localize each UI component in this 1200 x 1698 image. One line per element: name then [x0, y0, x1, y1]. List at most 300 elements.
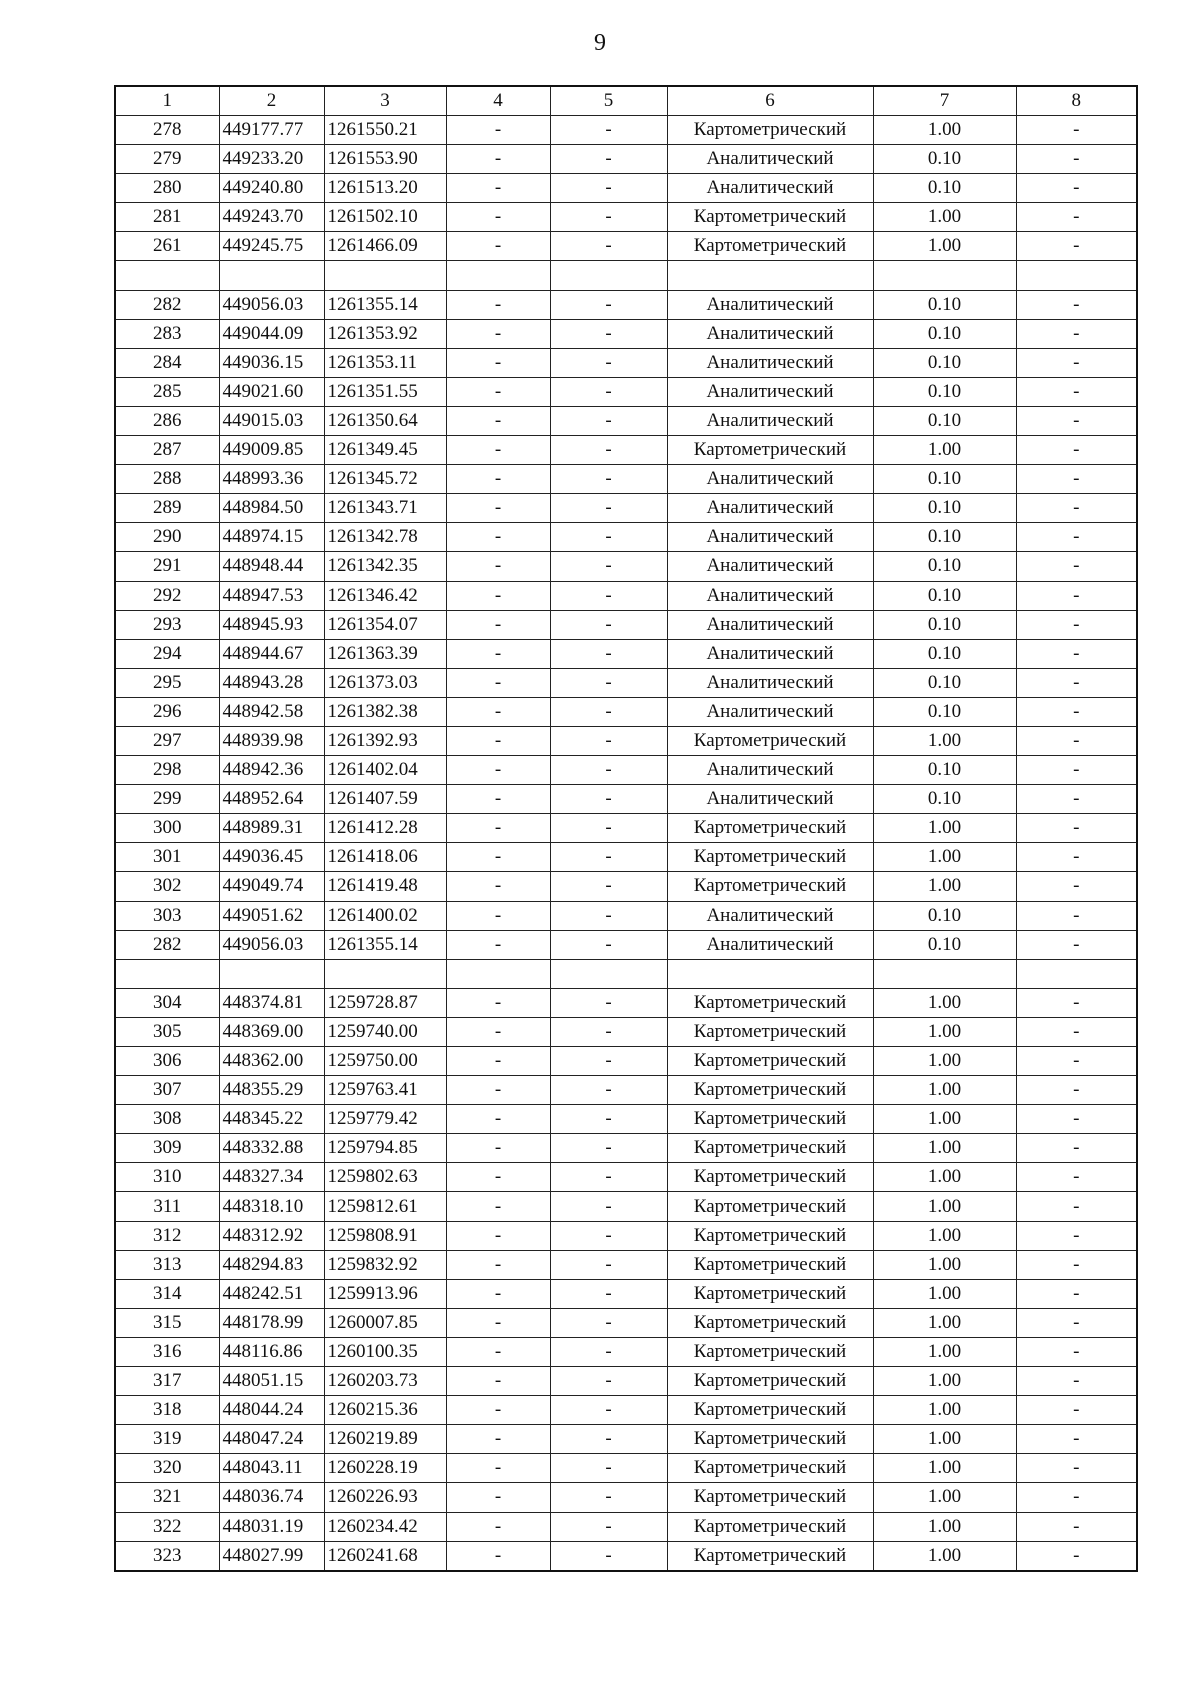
- table-row: [115, 785, 1137, 814]
- col4-cell: -: [446, 668, 550, 697]
- col4-cell: -: [446, 1454, 550, 1483]
- accuracy-cell: 0.10: [873, 377, 1016, 406]
- table-body: [115, 116, 1137, 1571]
- col5-cell: -: [550, 756, 667, 785]
- y-coordinate-cell: 1259913.96: [324, 1279, 446, 1308]
- col4-cell: -: [446, 1076, 550, 1105]
- table-row: [115, 756, 1137, 785]
- col5-cell: [550, 959, 667, 988]
- column-header: 1: [115, 86, 219, 116]
- col4-cell: -: [446, 988, 550, 1017]
- table-row: [115, 843, 1137, 872]
- col8-cell: -: [1016, 1192, 1137, 1221]
- point-number-cell: 301: [115, 843, 219, 872]
- x-coordinate-cell: 448947.53: [219, 581, 324, 610]
- accuracy-cell: 1.00: [873, 1134, 1016, 1163]
- y-coordinate-cell: 1261354.07: [324, 610, 446, 639]
- col4-cell: -: [446, 814, 550, 843]
- y-coordinate-cell: 1261342.78: [324, 523, 446, 552]
- col4-cell: -: [446, 203, 550, 232]
- col8-cell: [1016, 261, 1137, 290]
- table-row: [115, 436, 1137, 465]
- point-number-cell: 261: [115, 232, 219, 261]
- y-coordinate-cell: 1260203.73: [324, 1367, 446, 1396]
- col8-cell: -: [1016, 930, 1137, 959]
- y-coordinate-cell: 1260228.19: [324, 1454, 446, 1483]
- x-coordinate-cell: 448178.99: [219, 1308, 324, 1337]
- col4-cell: -: [446, 377, 550, 406]
- x-coordinate-cell: 448312.92: [219, 1221, 324, 1250]
- method-cell: Картометрический: [667, 1076, 873, 1105]
- accuracy-cell: 1.00: [873, 1192, 1016, 1221]
- method-cell: Картометрический: [667, 1367, 873, 1396]
- x-coordinate-cell: 448027.99: [219, 1541, 324, 1571]
- col5-cell: -: [550, 639, 667, 668]
- y-coordinate-cell: 1261407.59: [324, 785, 446, 814]
- x-coordinate-cell: 449051.62: [219, 901, 324, 930]
- point-number-cell: 293: [115, 610, 219, 639]
- col5-cell: -: [550, 697, 667, 726]
- table-row: [115, 1134, 1137, 1163]
- col5-cell: -: [550, 581, 667, 610]
- col5-cell: -: [550, 1250, 667, 1279]
- col8-cell: [1016, 959, 1137, 988]
- col5-cell: -: [550, 494, 667, 523]
- table-row: [115, 668, 1137, 697]
- table-row: [115, 290, 1137, 319]
- accuracy-cell: 1.00: [873, 814, 1016, 843]
- col4-cell: -: [446, 1279, 550, 1308]
- x-coordinate-cell: 449044.09: [219, 319, 324, 348]
- accuracy-cell: 1.00: [873, 1454, 1016, 1483]
- point-number-cell: 307: [115, 1076, 219, 1105]
- y-coordinate-cell: 1260234.42: [324, 1512, 446, 1541]
- method-cell: Картометрический: [667, 988, 873, 1017]
- method-cell: Аналитический: [667, 494, 873, 523]
- y-coordinate-cell: 1261418.06: [324, 843, 446, 872]
- col5-cell: -: [550, 523, 667, 552]
- method-cell: Картометрический: [667, 1250, 873, 1279]
- method-cell: Аналитический: [667, 785, 873, 814]
- col8-cell: -: [1016, 1367, 1137, 1396]
- x-coordinate-cell: 448043.11: [219, 1454, 324, 1483]
- col5-cell: -: [550, 1308, 667, 1337]
- point-number-cell: 305: [115, 1017, 219, 1046]
- x-coordinate-cell: 449049.74: [219, 872, 324, 901]
- col4-cell: -: [446, 406, 550, 435]
- method-cell: Картометрический: [667, 1308, 873, 1337]
- accuracy-cell: 1.00: [873, 203, 1016, 232]
- table-row: [115, 465, 1137, 494]
- point-number-cell: 294: [115, 639, 219, 668]
- col8-cell: -: [1016, 1337, 1137, 1366]
- y-coordinate-cell: 1261351.55: [324, 377, 446, 406]
- col8-cell: -: [1016, 116, 1137, 145]
- col4-cell: -: [446, 872, 550, 901]
- x-coordinate-cell: 449021.60: [219, 377, 324, 406]
- method-cell: Аналитический: [667, 377, 873, 406]
- col8-cell: -: [1016, 726, 1137, 755]
- y-coordinate-cell: 1260100.35: [324, 1337, 446, 1366]
- col4-cell: [446, 959, 550, 988]
- x-coordinate-cell: 448948.44: [219, 552, 324, 581]
- y-coordinate-cell: 1259779.42: [324, 1105, 446, 1134]
- col5-cell: -: [550, 1541, 667, 1571]
- y-coordinate-cell: 1259728.87: [324, 988, 446, 1017]
- method-cell: Картометрический: [667, 203, 873, 232]
- col4-cell: -: [446, 1134, 550, 1163]
- accuracy-cell: 1.00: [873, 1250, 1016, 1279]
- col8-cell: -: [1016, 406, 1137, 435]
- accuracy-cell: 1.00: [873, 1483, 1016, 1512]
- col4-cell: -: [446, 494, 550, 523]
- col5-cell: -: [550, 552, 667, 581]
- col8-cell: -: [1016, 1279, 1137, 1308]
- y-coordinate-cell: 1260241.68: [324, 1541, 446, 1571]
- col4-cell: -: [446, 319, 550, 348]
- column-header: 8: [1016, 86, 1137, 116]
- y-coordinate-cell: 1261392.93: [324, 726, 446, 755]
- x-coordinate-cell: 449015.03: [219, 406, 324, 435]
- y-coordinate-cell: 1259812.61: [324, 1192, 446, 1221]
- col4-cell: -: [446, 1047, 550, 1076]
- x-coordinate-cell: 448942.58: [219, 697, 324, 726]
- table-row: [115, 814, 1137, 843]
- col8-cell: -: [1016, 145, 1137, 174]
- x-coordinate-cell: 448047.24: [219, 1425, 324, 1454]
- y-coordinate-cell: 1260219.89: [324, 1425, 446, 1454]
- y-coordinate-cell: 1259808.91: [324, 1221, 446, 1250]
- col5-cell: -: [550, 465, 667, 494]
- y-coordinate-cell: 1261373.03: [324, 668, 446, 697]
- y-coordinate-cell: 1261353.92: [324, 319, 446, 348]
- col5-cell: -: [550, 930, 667, 959]
- col4-cell: -: [446, 843, 550, 872]
- method-cell: Аналитический: [667, 145, 873, 174]
- method-cell: Картометрический: [667, 1047, 873, 1076]
- point-number-cell: 314: [115, 1279, 219, 1308]
- table-row: [115, 348, 1137, 377]
- point-number-cell: 323: [115, 1541, 219, 1571]
- table-row: [115, 1308, 1137, 1337]
- method-cell: Аналитический: [667, 668, 873, 697]
- x-coordinate-cell: 448984.50: [219, 494, 324, 523]
- point-number-cell: 306: [115, 1047, 219, 1076]
- col8-cell: -: [1016, 1541, 1137, 1571]
- point-number-cell: 281: [115, 203, 219, 232]
- method-cell: Аналитический: [667, 581, 873, 610]
- col8-cell: -: [1016, 174, 1137, 203]
- table-row: [115, 261, 1137, 290]
- col4-cell: -: [446, 901, 550, 930]
- method-cell: [667, 261, 873, 290]
- x-coordinate-cell: 449177.77: [219, 116, 324, 145]
- col8-cell: -: [1016, 552, 1137, 581]
- col8-cell: -: [1016, 494, 1137, 523]
- col8-cell: -: [1016, 785, 1137, 814]
- x-coordinate-cell: 448345.22: [219, 1105, 324, 1134]
- method-cell: Картометрический: [667, 436, 873, 465]
- point-number-cell: 300: [115, 814, 219, 843]
- y-coordinate-cell: 1259740.00: [324, 1017, 446, 1046]
- point-number-cell: 290: [115, 523, 219, 552]
- accuracy-cell: 0.10: [873, 668, 1016, 697]
- col5-cell: -: [550, 872, 667, 901]
- col8-cell: -: [1016, 581, 1137, 610]
- method-cell: Картометрический: [667, 232, 873, 261]
- col5-cell: -: [550, 1483, 667, 1512]
- x-coordinate-cell: 448044.24: [219, 1396, 324, 1425]
- y-coordinate-cell: 1261412.28: [324, 814, 446, 843]
- table-row: [115, 1047, 1137, 1076]
- col5-cell: [550, 261, 667, 290]
- y-coordinate-cell: 1261350.64: [324, 406, 446, 435]
- x-coordinate-cell: 449036.45: [219, 843, 324, 872]
- y-coordinate-cell: 1259750.00: [324, 1047, 446, 1076]
- table-row: [115, 1541, 1137, 1571]
- accuracy-cell: 0.10: [873, 319, 1016, 348]
- accuracy-cell: 0.10: [873, 785, 1016, 814]
- method-cell: Аналитический: [667, 290, 873, 319]
- accuracy-cell: 1.00: [873, 872, 1016, 901]
- point-number-cell: 280: [115, 174, 219, 203]
- accuracy-cell: 1.00: [873, 1541, 1016, 1571]
- col5-cell: -: [550, 1017, 667, 1046]
- method-cell: Аналитический: [667, 901, 873, 930]
- col8-cell: -: [1016, 697, 1137, 726]
- col4-cell: -: [446, 465, 550, 494]
- col5-cell: -: [550, 1425, 667, 1454]
- x-coordinate-cell: 449056.03: [219, 290, 324, 319]
- col8-cell: -: [1016, 1308, 1137, 1337]
- col4-cell: -: [446, 1425, 550, 1454]
- col5-cell: -: [550, 726, 667, 755]
- table-row: [115, 1512, 1137, 1541]
- x-coordinate-cell: [219, 959, 324, 988]
- x-coordinate-cell: 448362.00: [219, 1047, 324, 1076]
- col4-cell: -: [446, 436, 550, 465]
- col4-cell: -: [446, 552, 550, 581]
- y-coordinate-cell: 1260007.85: [324, 1308, 446, 1337]
- accuracy-cell: 1.00: [873, 726, 1016, 755]
- col4-cell: -: [446, 1367, 550, 1396]
- x-coordinate-cell: 448944.67: [219, 639, 324, 668]
- y-coordinate-cell: [324, 959, 446, 988]
- table-row: [115, 1396, 1137, 1425]
- accuracy-cell: 1.00: [873, 1163, 1016, 1192]
- table-row: [115, 1192, 1137, 1221]
- col5-cell: -: [550, 1134, 667, 1163]
- x-coordinate-cell: 449245.75: [219, 232, 324, 261]
- col8-cell: -: [1016, 1076, 1137, 1105]
- column-header: 5: [550, 86, 667, 116]
- point-number-cell: 291: [115, 552, 219, 581]
- method-cell: Аналитический: [667, 348, 873, 377]
- col5-cell: -: [550, 1192, 667, 1221]
- col5-cell: -: [550, 145, 667, 174]
- point-number-cell: 322: [115, 1512, 219, 1541]
- x-coordinate-cell: 448943.28: [219, 668, 324, 697]
- table-row: [115, 1425, 1137, 1454]
- col8-cell: -: [1016, 1454, 1137, 1483]
- point-number-cell: 292: [115, 581, 219, 610]
- point-number-cell: 302: [115, 872, 219, 901]
- table-row: [115, 1454, 1137, 1483]
- col4-cell: -: [446, 1337, 550, 1366]
- table-row: [115, 872, 1137, 901]
- col8-cell: -: [1016, 1250, 1137, 1279]
- accuracy-cell: 1.00: [873, 1425, 1016, 1454]
- method-cell: Картометрический: [667, 1454, 873, 1483]
- col8-cell: -: [1016, 814, 1137, 843]
- col5-cell: -: [550, 1221, 667, 1250]
- method-cell: Картометрический: [667, 843, 873, 872]
- x-coordinate-cell: 448374.81: [219, 988, 324, 1017]
- col5-cell: -: [550, 1337, 667, 1366]
- col5-cell: -: [550, 406, 667, 435]
- accuracy-cell: 1.00: [873, 436, 1016, 465]
- col4-cell: -: [446, 639, 550, 668]
- col4-cell: -: [446, 116, 550, 145]
- point-number-cell: 279: [115, 145, 219, 174]
- col4-cell: -: [446, 1017, 550, 1046]
- x-coordinate-cell: 448355.29: [219, 1076, 324, 1105]
- point-number-cell: 282: [115, 290, 219, 319]
- col5-cell: -: [550, 1163, 667, 1192]
- accuracy-cell: 1.00: [873, 1308, 1016, 1337]
- method-cell: Картометрический: [667, 1163, 873, 1192]
- table-row: [115, 697, 1137, 726]
- point-number-cell: 278: [115, 116, 219, 145]
- col4-cell: -: [446, 523, 550, 552]
- col5-cell: -: [550, 116, 667, 145]
- point-number-cell: [115, 959, 219, 988]
- x-coordinate-cell: 448974.15: [219, 523, 324, 552]
- table-row: [115, 174, 1137, 203]
- y-coordinate-cell: 1261402.04: [324, 756, 446, 785]
- y-coordinate-cell: 1261342.35: [324, 552, 446, 581]
- col8-cell: -: [1016, 1163, 1137, 1192]
- accuracy-cell: 0.10: [873, 581, 1016, 610]
- accuracy-cell: 0.10: [873, 145, 1016, 174]
- accuracy-cell: 0.10: [873, 639, 1016, 668]
- point-number-cell: 304: [115, 988, 219, 1017]
- point-number-cell: 316: [115, 1337, 219, 1366]
- method-cell: Аналитический: [667, 697, 873, 726]
- col8-cell: -: [1016, 1512, 1137, 1541]
- table-header-row: [115, 86, 1137, 116]
- col8-cell: -: [1016, 756, 1137, 785]
- col4-cell: -: [446, 1192, 550, 1221]
- col4-cell: -: [446, 726, 550, 755]
- col5-cell: -: [550, 814, 667, 843]
- x-coordinate-cell: 448942.36: [219, 756, 324, 785]
- col4-cell: -: [446, 290, 550, 319]
- col5-cell: -: [550, 436, 667, 465]
- table-row: [115, 1105, 1137, 1134]
- point-number-cell: 297: [115, 726, 219, 755]
- table-row: [115, 959, 1137, 988]
- col4-cell: -: [446, 785, 550, 814]
- point-number-cell: 308: [115, 1105, 219, 1134]
- y-coordinate-cell: 1259802.63: [324, 1163, 446, 1192]
- x-coordinate-cell: 448318.10: [219, 1192, 324, 1221]
- method-cell: Картометрический: [667, 872, 873, 901]
- table-row: [115, 930, 1137, 959]
- accuracy-cell: 0.10: [873, 290, 1016, 319]
- accuracy-cell: 1.00: [873, 116, 1016, 145]
- col5-cell: -: [550, 319, 667, 348]
- accuracy-cell: 1.00: [873, 988, 1016, 1017]
- table-row: [115, 232, 1137, 261]
- col8-cell: -: [1016, 843, 1137, 872]
- y-coordinate-cell: 1261419.48: [324, 872, 446, 901]
- column-header: 3: [324, 86, 446, 116]
- table-row: [115, 145, 1137, 174]
- col8-cell: -: [1016, 232, 1137, 261]
- x-coordinate-cell: 448051.15: [219, 1367, 324, 1396]
- y-coordinate-cell: 1261345.72: [324, 465, 446, 494]
- table-row: [115, 319, 1137, 348]
- point-number-cell: 318: [115, 1396, 219, 1425]
- table-row: [115, 377, 1137, 406]
- col4-cell: -: [446, 348, 550, 377]
- method-cell: Аналитический: [667, 465, 873, 494]
- accuracy-cell: 0.10: [873, 348, 1016, 377]
- table-row: [115, 1250, 1137, 1279]
- x-coordinate-cell: [219, 261, 324, 290]
- table-row: [115, 639, 1137, 668]
- accuracy-cell: 1.00: [873, 1279, 1016, 1308]
- point-number-cell: 310: [115, 1163, 219, 1192]
- accuracy-cell: 0.10: [873, 174, 1016, 203]
- point-number-cell: 298: [115, 756, 219, 785]
- x-coordinate-cell: 448952.64: [219, 785, 324, 814]
- col5-cell: -: [550, 290, 667, 319]
- col8-cell: -: [1016, 872, 1137, 901]
- x-coordinate-cell: 449009.85: [219, 436, 324, 465]
- y-coordinate-cell: 1261400.02: [324, 901, 446, 930]
- col5-cell: -: [550, 988, 667, 1017]
- x-coordinate-cell: 448989.31: [219, 814, 324, 843]
- col8-cell: -: [1016, 668, 1137, 697]
- method-cell: Аналитический: [667, 756, 873, 785]
- method-cell: Картометрический: [667, 1279, 873, 1308]
- y-coordinate-cell: 1261382.38: [324, 697, 446, 726]
- x-coordinate-cell: 448369.00: [219, 1017, 324, 1046]
- col8-cell: -: [1016, 1105, 1137, 1134]
- table-row: [115, 901, 1137, 930]
- accuracy-cell: 0.10: [873, 756, 1016, 785]
- table-row: [115, 726, 1137, 755]
- point-number-cell: 317: [115, 1367, 219, 1396]
- accuracy-cell: 0.10: [873, 523, 1016, 552]
- method-cell: Картометрический: [667, 1483, 873, 1512]
- point-number-cell: 296: [115, 697, 219, 726]
- accuracy-cell: 1.00: [873, 843, 1016, 872]
- table-row: [115, 203, 1137, 232]
- col8-cell: -: [1016, 348, 1137, 377]
- x-coordinate-cell: 448327.34: [219, 1163, 324, 1192]
- x-coordinate-cell: 449233.20: [219, 145, 324, 174]
- accuracy-cell: 0.10: [873, 697, 1016, 726]
- col8-cell: -: [1016, 465, 1137, 494]
- accuracy-cell: 1.00: [873, 1396, 1016, 1425]
- table-row: [115, 1163, 1137, 1192]
- col4-cell: -: [446, 1541, 550, 1571]
- x-coordinate-cell: 449056.03: [219, 930, 324, 959]
- y-coordinate-cell: 1259832.92: [324, 1250, 446, 1279]
